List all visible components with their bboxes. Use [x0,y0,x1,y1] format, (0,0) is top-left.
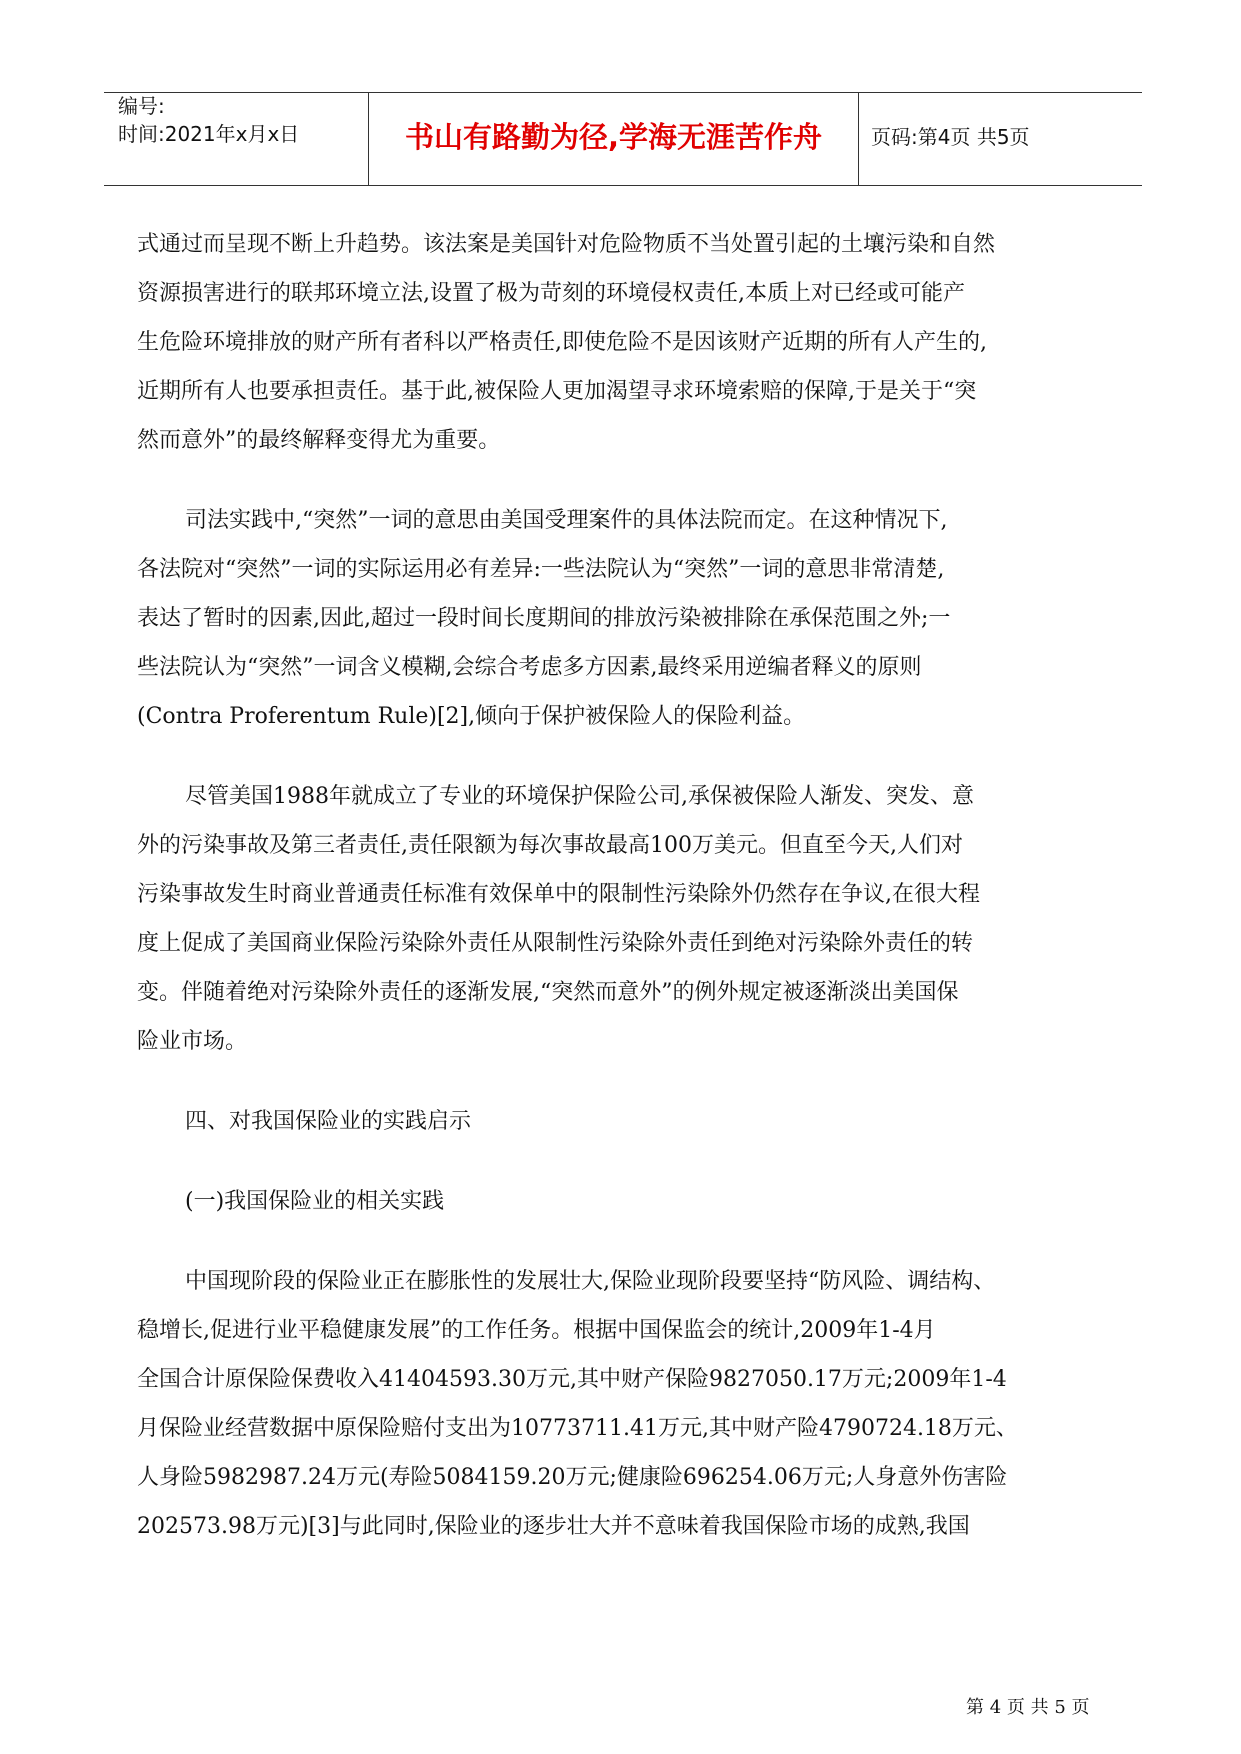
text-line: 人身险5982987.24万元(寿险5084159.20万元;健康险696254.06万元;人身意外伤害险 [137,1465,1008,1490]
page-footer: 第 4 页 共 5 页 [966,1697,1090,1718]
text-line: 险业市场。 [137,1029,248,1054]
text-line: 月保险业经营数据中原保险赔付支出为10773711.41万元,其中财产险4790724.18万元、 [137,1416,1018,1441]
text-line: 变。伴随着绝对污染除外责任的逐渐发展,“突然而意外”的例外规定被逐渐淡出美国保 [137,980,959,1005]
header-right-cell [857,93,1142,185]
text-line: 各法院对“突然”一词的实际运用必有差异:一些法院认为“突然”一词的意思非常清楚, [137,557,945,582]
text-line: 外的污染事故及第三者责任,责任限额为每次事故最高100万美元。但直至今天,人们对 [137,833,963,858]
text-line: 202573.98万元)[3]与此同时,保险业的逐步壮大并不意味着我国保险市场的成熟,我国 [137,1514,970,1539]
document-number-label: 编号: [118,94,165,118]
text-line: 度上促成了美国商业保险污染除外责任从限制性污染除外责任到绝对污染除外责任的转 [137,931,974,956]
text-line: 然而意外”的最终解释变得尤为重要。 [137,428,501,453]
section-heading [137,1097,1112,1146]
document-body [137,220,1112,1551]
text-line: 式通过而呈现不断上升趋势。该法案是美国针对危险物质不当处置引起的土壤污染和自然 [137,232,996,257]
header-center-cell [368,93,859,185]
paragraph-1 [137,220,1112,465]
header-motto: 书山有路勤为径,学海无涯苦作舟 [404,120,823,154]
text-line: 全国合计原保险保费收入41404593.30万元,其中财产保险9827050.17万元;2009年1-4 [137,1367,1007,1392]
page-header [104,92,1142,186]
text-line: 些法院认为“突然”一词含义模糊,会综合考虑多方因素,最终采用逆编者释义的原则 [137,655,922,680]
paragraph-4 [137,1257,1112,1551]
text-line: 尽管美国1988年就成立了专业的环境保护保险公司,承保被保险人渐发、突发、意 [185,784,974,809]
text-line: (Contra Proferentum Rule)[2],倾向于保护被保险人的保险利益。 [137,704,806,729]
text-line: 司法实践中,“突然”一词的意思由美国受理案件的具体法院而定。在这种情况下, [185,508,948,533]
text-line: 生危险环境排放的财产所有者科以严格责任,即使危险不是因该财产近期的所有人产生的, [137,330,987,355]
subsection-heading [137,1177,1112,1226]
document-time-label: 时间:2021年x月x日 [118,122,300,146]
heading-text: (一)我国保险业的相关实践 [185,1189,445,1214]
header-left-cell [104,93,368,185]
text-line: 污染事故发生时商业普通责任标准有效保单中的限制性污染除外仍然存在争议,在很大程 [137,882,980,907]
text-line: 资源损害进行的联邦环境立法,设置了极为苛刻的环境侵权责任,本质上对已经或可能产 [137,281,965,306]
text-line: 稳增长,促进行业平稳健康发展”的工作任务。根据中国保监会的统计,2009年1-4月 [137,1318,936,1343]
paragraph-2 [137,496,1112,741]
header-page-label: 页码:第4页 共5页 [871,125,1030,149]
text-line: 中国现阶段的保险业正在膨胀性的发展壮大,保险业现阶段要坚持“防风险、调结构、 [185,1269,996,1294]
text-line: 表达了暂时的因素,因此,超过一段时间长度期间的排放污染被排除在承保范围之外;一 [137,606,951,631]
heading-text: 四、对我国保险业的实践启示 [185,1109,472,1134]
text-line: 近期所有人也要承担责任。基于此,被保险人更加渴望寻求环境索赔的保障,于是关于“突 [137,379,977,404]
paragraph-3 [137,772,1112,1066]
